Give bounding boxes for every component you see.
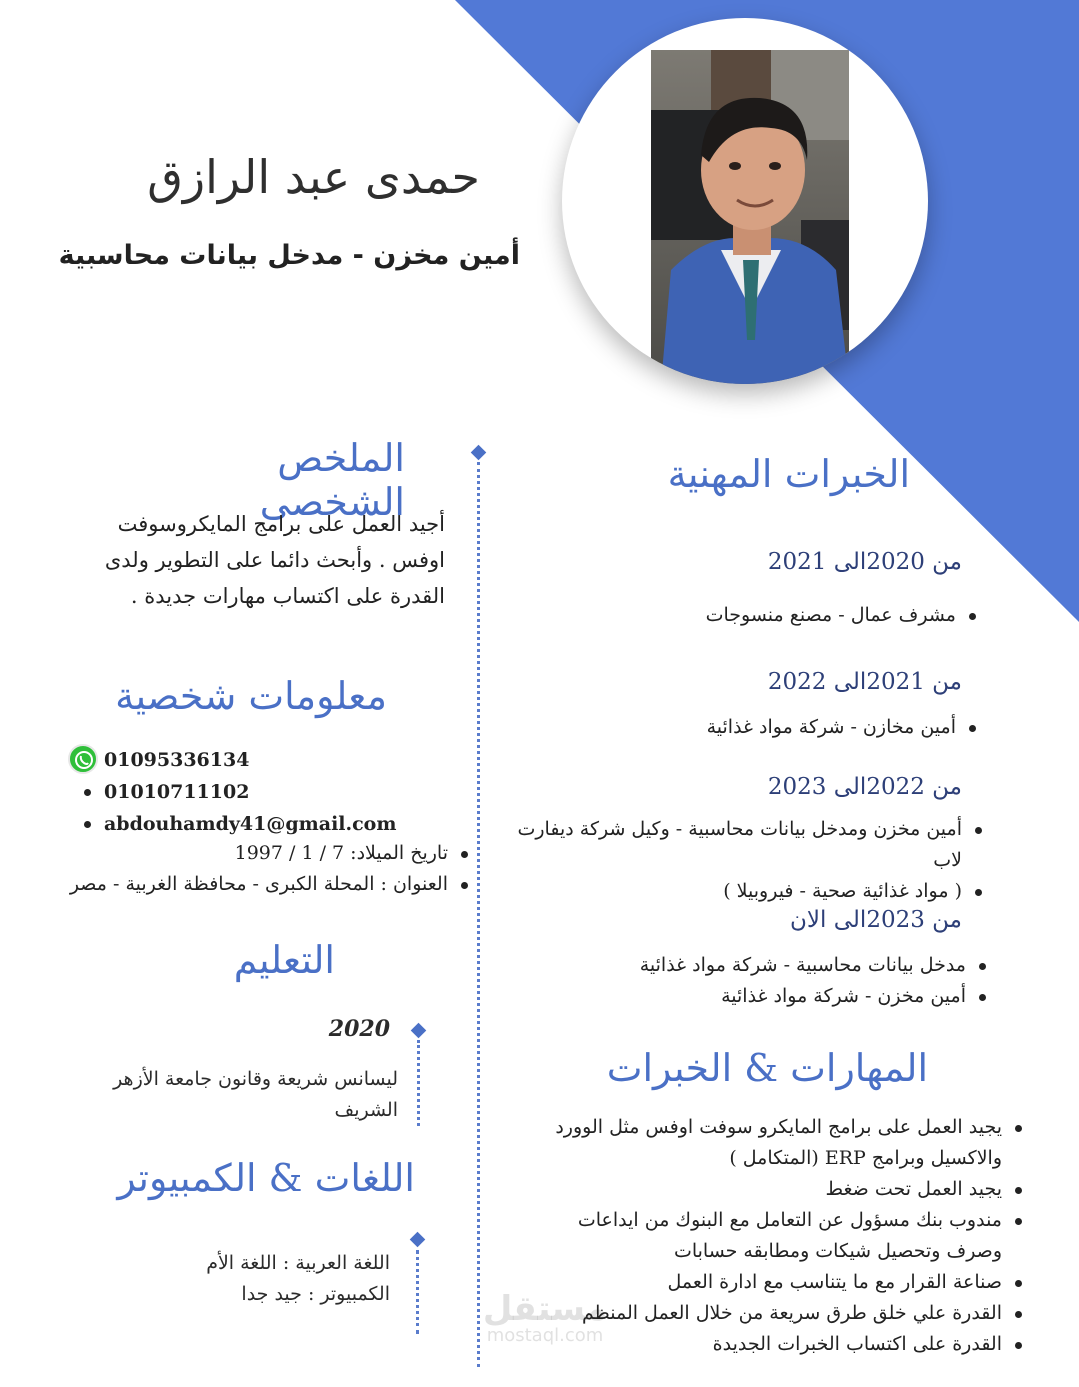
watermark-latin: mostaql.com [486,1325,604,1346]
experience-items [560,712,980,743]
job-title: أمين مخزن - مدخل بيانات محاسبية [58,240,520,271]
skill-item-continuation: والاكسيل وبرامج ERP (المتكامل ) [729,1147,1002,1169]
candidate-name: حمدى عبد الرازق [147,150,480,204]
skill-item-continuation: وصرف وتحصيل شيكات ومطابقه حسابات [673,1240,1002,1262]
experience-item: مشرف عمال - مصنع منسوجات [560,600,980,631]
experience-items [490,814,986,907]
skills-title: المهارات & الخبرات [606,1046,928,1090]
skills-list [530,1112,1026,1360]
center-dotted-divider [477,462,480,1367]
experience-items [560,600,980,631]
experience-item: مدخل بيانات محاسبية - شركة مواد غذائية [560,950,990,981]
whatsapp-phone[interactable]: 01095336134 [104,749,250,771]
skill-item: القدرة على اكتساب الخبرات الجديدة [530,1329,1026,1360]
experience-period: من 2021الى 2022 [767,669,962,695]
languages-title: اللغات & الكمبيوتر [117,1156,415,1200]
birth-date: تاريخ الميلاد: 7 / 1 / 1997 [60,838,472,869]
experience-item: أمين مخزن ومدخل بيانات محاسبية - وكيل شركة ديفارت لاب [490,814,986,876]
arabic-language: اللغة العربية : اللغة الأم [206,1252,390,1274]
skill-item: صناعة القرار مع ما يتناسب مع ادارة العمل [530,1267,1026,1298]
summary-line: اوفس . وأبحث دائما على التطوير ولدى [104,548,445,572]
education-title: التعليم [233,938,335,982]
skill-item: القدرة علي خلق طرق سريعة من خلال العمل المنظم [530,1298,1026,1329]
education-dotted-line [417,1040,420,1126]
email-item [78,808,478,840]
experience-item: أمين مخزن - شركة مواد غذائية [560,981,990,1012]
summary-text [60,506,445,614]
summary-line: أجيد العمل على برامج المايكروسوفت [117,512,445,536]
computer-skill: الكمبيوتر : جيد جدا [241,1283,390,1305]
whatsapp-phone-item [78,744,478,776]
phone-item [78,776,478,808]
experience-item: أمين مخازن - شركة مواد غذائية [560,712,980,743]
profile-photo [651,50,849,384]
personal-info-title: معلومات شخصية [115,674,387,718]
languages-text [160,1248,390,1310]
experience-items [560,950,990,1012]
experience-period: من 2023الى الان [790,907,962,933]
personal-details-list [60,838,472,900]
skill-item: يجيد العمل تحت ضغط [530,1174,1026,1205]
whatsapp-icon [68,744,98,774]
skill-item: يجيد العمل على برامج المايكرو سوفت اوفس مثل الوورد [530,1112,1026,1143]
summary-title: الملخص الشخصى [259,436,405,524]
experience-title: الخبرات المهنية [667,452,910,496]
email[interactable]: abdouhamdy41@gmail.com [104,813,397,835]
experience-period: من 2022الى 2023 [767,774,962,800]
experience-period: من 2020الى 2021 [767,549,962,575]
address: العنوان : المحلة الكبرى - محافظة الغربية - مصر [60,869,472,900]
languages-dotted-line [416,1250,419,1334]
summary-line: القدرة على اكتساب مهارات جديدة . [130,584,445,608]
skill-item: مندوب بنك مسؤول عن التعامل مع البنوك من ايداعات [530,1205,1026,1236]
contact-list [78,744,478,840]
watermark-arabic: مستقل [482,1289,608,1329]
education-degree [110,1064,398,1126]
education-year: 2020 [328,1016,390,1042]
phone[interactable]: 01010711102 [104,781,250,803]
degree-line: ليسانس شريعة وقانون جامعة الأزهر [113,1068,398,1090]
profile-photo-frame [562,18,928,384]
degree-line: الشريف [334,1099,398,1121]
experience-item: ( مواد غذائية صحية - فيروبيلا ) [490,876,986,907]
